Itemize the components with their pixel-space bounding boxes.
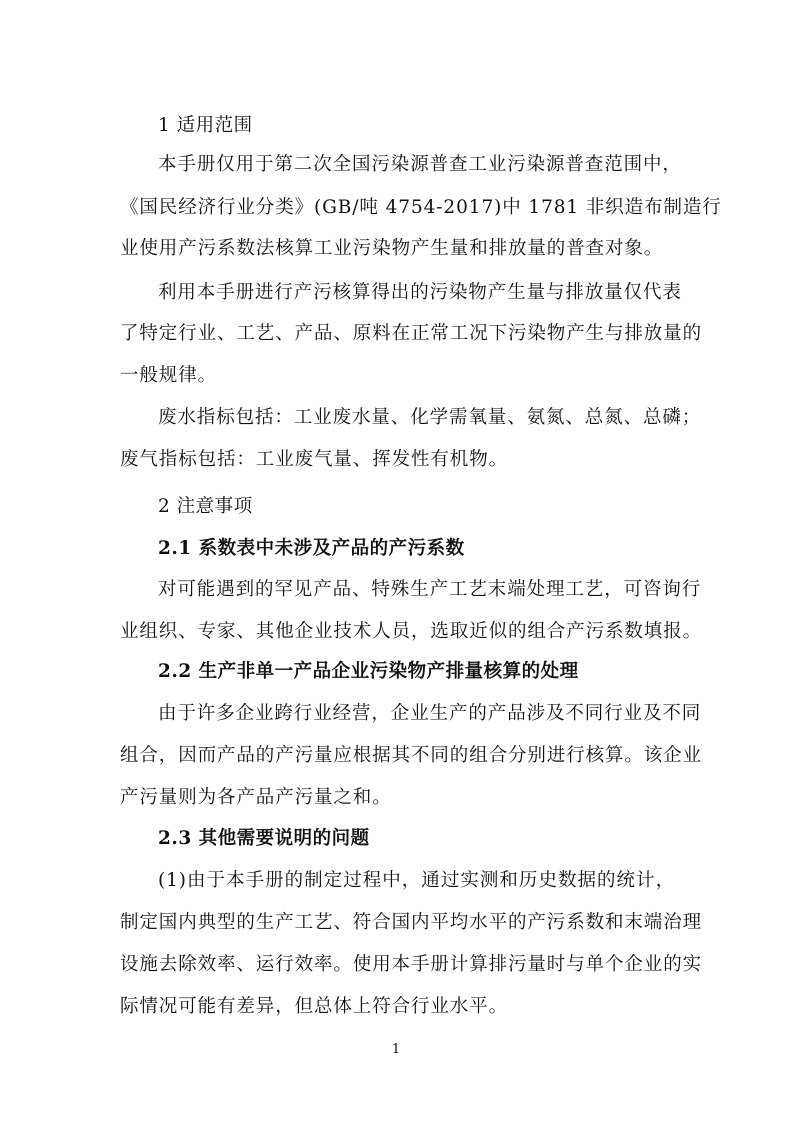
paragraph-line: 本手册仅用于第二次全国污染源普查工业污染源普查范围中， bbox=[158, 154, 682, 175]
paragraph-line: 产污量则为各产品产污量之和。 bbox=[120, 787, 392, 808]
paragraph-line: 组合，因而产品的产污量应根据其不同的组合分别进行核算。该企业 bbox=[120, 745, 703, 766]
paragraph-line: 利用本手册进行产污核算得出的污染物产生量与排放量仅代表 bbox=[158, 282, 682, 303]
paragraph-line: 废气指标包括：工业废气量、挥发性有机物。 bbox=[120, 449, 509, 470]
paragraph-line: 际情况可能有差异，但总体上符合行业水平。 bbox=[120, 996, 509, 1017]
paragraph-line: 一般规律。 bbox=[120, 365, 218, 386]
paragraph-line: 设施去除效率、运行效率。使用本手册计算排污量时与单个企业的实 bbox=[120, 954, 703, 975]
paragraph-line: 废水指标包括：工业废水量、化学需氧量、氨氮、总氮、总磷； bbox=[158, 407, 702, 428]
paragraph-line: 由于许多企业跨行业经营，企业生产的产品涉及不同行业及不同 bbox=[158, 703, 702, 724]
paragraph-line: (1)由于本手册的制定过程中，通过实测和历史数据的统计， bbox=[158, 870, 675, 891]
paragraph-line: 《国民经济行业分类》(GB/吨 4754-2017)中 1781 非织造布制造行 bbox=[120, 197, 722, 218]
paragraph-line: 业组织、专家、其他企业技术人员，选取近似的组合产污系数填报。 bbox=[120, 621, 703, 642]
paragraph-line: 了特定行业、工艺、产品、原料在正常工况下污染物产生与排放量的 bbox=[120, 323, 703, 344]
section-1-title: 1 适用范围 bbox=[158, 115, 253, 136]
paragraph-line: 制定国内典型的生产工艺、符合国内平均水平的产污系数和末端治理 bbox=[120, 912, 703, 933]
paragraph-line: 业使用产污系数法核算工业污染物产生量和排放量的普查对象。 bbox=[120, 238, 664, 259]
section-2-title: 2 注意事项 bbox=[158, 496, 253, 517]
section-2-2-title: 2.2 生产非单一产品企业污染物产排量核算的处理 bbox=[158, 661, 579, 682]
paragraph-line: 对可能遇到的罕见产品、特殊生产工艺末端处理工艺，可咨询行 bbox=[158, 579, 702, 600]
page-number: 1 bbox=[391, 1042, 401, 1057]
section-2-3-title: 2.3 其他需要说明的问题 bbox=[158, 828, 370, 849]
section-2-1-title: 2.1 系数表中未涉及产品的产污系数 bbox=[158, 538, 465, 559]
